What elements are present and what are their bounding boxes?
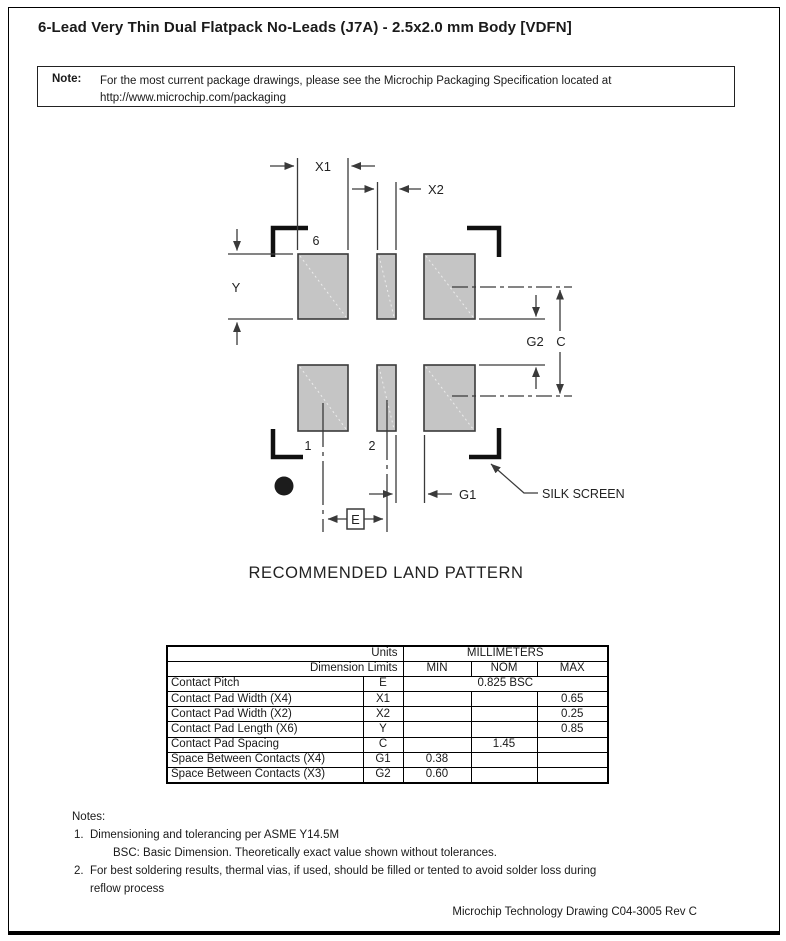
- c-label: C: [556, 334, 566, 349]
- table-cell: [471, 707, 537, 722]
- table-cell: [403, 692, 471, 707]
- e-label: E: [351, 512, 360, 527]
- note-item-2-cont: reflow process: [90, 883, 165, 895]
- pin-1-label: 1: [304, 439, 312, 453]
- dimension-row: [167, 677, 608, 692]
- table-cell: [471, 722, 537, 737]
- nom-header-cell: NOM: [471, 662, 537, 677]
- dimension-row: [167, 752, 608, 767]
- table-cell: [537, 767, 608, 783]
- page-title: 6-Lead Very Thin Dual Flatpack No-Leads (J7A) - 2.5x2.0 mm Body [VDFN]: [38, 19, 572, 36]
- g1-label: G1: [459, 487, 477, 502]
- dimension-row: [167, 692, 608, 707]
- table-cell: [471, 752, 537, 767]
- table-cell: G2: [363, 767, 403, 783]
- dimension-row: [167, 707, 608, 722]
- silk-screen-corner: [273, 228, 308, 257]
- y-dimension: [228, 229, 293, 345]
- dimensions-table-body: [167, 677, 608, 783]
- table-cell: [403, 737, 471, 752]
- x2-dimension: [352, 182, 444, 250]
- table-cell: Contact Pad Length (X6): [167, 722, 363, 737]
- note-item-1-text: Dimensioning and tolerancing per ASME Y14.5M: [89, 829, 340, 841]
- diagram-caption: RECOMMENDED LAND PATTERN: [248, 564, 524, 582]
- table-cell: Contact Pad Spacing: [167, 737, 363, 752]
- pin-1-indicator-dot: [275, 477, 294, 496]
- note-item-2-number: 2.: [74, 865, 84, 877]
- note-text-line2: http://www.microchip.com/packaging: [100, 92, 286, 104]
- max-header-cell: MAX: [537, 662, 608, 677]
- notes-heading: Notes:: [72, 811, 106, 823]
- note-text-line1: For the most current package drawings, please see the Microchip Packaging Specification located at: [100, 75, 612, 87]
- note-item-1: [74, 829, 339, 841]
- land-pattern-diagram: [0, 140, 786, 600]
- pin-6-label: 6: [312, 234, 320, 248]
- silk-screen-corner: [467, 228, 499, 257]
- note-item-1-number: 1.: [74, 829, 84, 841]
- note-item-2-text: For best soldering results, thermal vias, if used, should be filled or tented to avoid solder loss during: [89, 865, 597, 877]
- note-text: [100, 73, 611, 107]
- note-item-1-sub: BSC: Basic Dimension. Theoretically exact value shown without tolerances.: [113, 847, 497, 859]
- table-cell: 1.45: [471, 737, 537, 752]
- x2-label: X2: [428, 182, 444, 197]
- note-item-2: [74, 865, 596, 877]
- note-label: Note:: [52, 73, 82, 85]
- table-cell: 0.60: [403, 767, 471, 783]
- table-cell: C: [363, 737, 403, 752]
- units-label-cell: Units: [167, 646, 403, 662]
- table-cell: Contact Pad Width (X2): [167, 707, 363, 722]
- drawing-number-footer: Microchip Technology Drawing C04-3005 Rev C: [452, 906, 697, 918]
- dimension-limits-cell: Dimension Limits: [167, 662, 403, 677]
- table-cell: [403, 722, 471, 737]
- table-cell: [471, 692, 537, 707]
- table-cell: [471, 767, 537, 783]
- table-cell: 0.85: [537, 722, 608, 737]
- table-cell: 0.825 BSC: [403, 677, 608, 692]
- min-header-cell: MIN: [403, 662, 471, 677]
- table-cell: G1: [363, 752, 403, 767]
- dimension-row: [167, 737, 608, 752]
- land-pad: [424, 365, 475, 431]
- table-cell: Space Between Contacts (X3): [167, 767, 363, 783]
- table-cell: X2: [363, 707, 403, 722]
- note-box: [37, 66, 735, 107]
- table-cell: Y: [363, 722, 403, 737]
- dimension-row: [167, 767, 608, 783]
- table-cell: Contact Pad Width (X4): [167, 692, 363, 707]
- table-cell: 0.38: [403, 752, 471, 767]
- table-cell: E: [363, 677, 403, 692]
- table-cell: Contact Pitch: [167, 677, 363, 692]
- dimension-row: [167, 722, 608, 737]
- table-cell: [537, 737, 608, 752]
- silk-screen-corner: [469, 428, 499, 457]
- silk-screen-label: SILK SCREEN: [542, 487, 625, 501]
- g1-dimension: [369, 435, 476, 503]
- table-cell: [537, 752, 608, 767]
- g2-label: G2: [526, 334, 544, 349]
- table-cell: 0.65: [537, 692, 608, 707]
- table-cell: [403, 707, 471, 722]
- table-cell: X1: [363, 692, 403, 707]
- table-cell: 0.25: [537, 707, 608, 722]
- y-label: Y: [231, 280, 241, 295]
- silk-screen-corner: [273, 429, 303, 457]
- x1-label: X1: [315, 159, 331, 174]
- table-cell: Space Between Contacts (X4): [167, 752, 363, 767]
- x1-dimension: [270, 158, 375, 250]
- silk-screen-callout: [491, 464, 625, 501]
- table-header-row: [167, 662, 608, 677]
- pin-2-label: 2: [368, 439, 376, 453]
- dimensions-table: [166, 645, 609, 784]
- units-value-cell: MILLIMETERS: [403, 646, 608, 662]
- table-header-row: [167, 646, 608, 662]
